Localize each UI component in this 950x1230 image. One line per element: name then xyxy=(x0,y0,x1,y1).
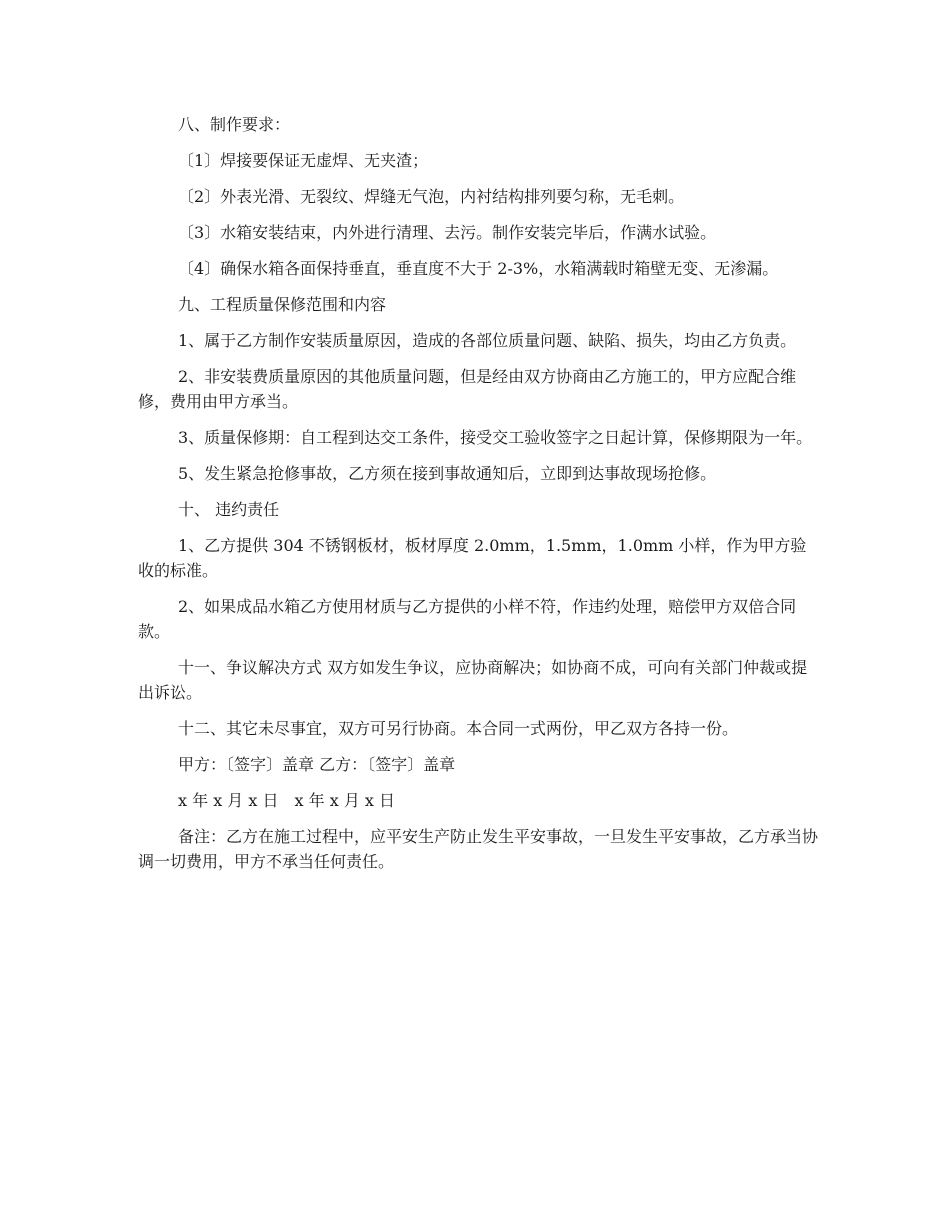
warranty-item-1: 1、属于乙方制作安装质量原因，造成的各部位质量问题、缺陷、损失，均由乙方负责。 xyxy=(178,331,797,350)
warranty-item-2: 2、非安装费质量原因的其他质量问题，但是经由双方协商由乙方施工的，甲方应配合维修，费用由甲方承当。 xyxy=(138,367,797,411)
section-heading-production-requirements: 八、制作要求： xyxy=(178,115,291,134)
date-line xyxy=(138,788,818,813)
document-body xyxy=(138,112,818,885)
requirement-item-2: 〔2〕外表光滑、无裂纹、焊缝无气泡，内衬结构排列要匀称，无毛刺。 xyxy=(178,187,685,206)
party-b-date: x 年 x 月 x 日 xyxy=(294,791,396,810)
other-matters: 十二、其它未尽事宜，双方可另行协商。本合同一式两份，甲乙双方各持一份。 xyxy=(178,719,739,738)
section-heading-warranty: 九、工程质量保修范围和内容 xyxy=(178,295,387,314)
breach-item-2: 2、如果成品水箱乙方使用材质与乙方提供的小样不符，作违约处理，赔偿甲方双倍合同款。 xyxy=(138,597,797,641)
warranty-item-3: 3、质量保修期：自工程到达交工条件，接受交工验收签字之日起计算，保修期限为一年。 xyxy=(178,428,813,447)
requirement-item-4: 〔4〕确保水箱各面保持垂直，垂直度不大于 2-3%，水箱满载时箱壁无变、无渗漏。 xyxy=(178,259,779,278)
breach-item-1: 1、乙方提供 304 不锈钢板材，板材厚度 2.0mm，1.5mm，1.0mm 小样，作为甲方验收的标准。 xyxy=(138,536,807,580)
requirement-item-3: 〔3〕水箱安装结束，内外进行清理、去污。制作安装完毕后，作满水试验。 xyxy=(178,223,717,242)
party-a-date: x 年 x 月 x 日 xyxy=(178,791,279,810)
remark: 备注：乙方在施工过程中，应平安生产防止发生平安事故，一旦发生平安事故，乙方承当协调一切费用，甲方不承当任何责任。 xyxy=(138,827,819,871)
warranty-item-5: 5、发生紧急抢修事故，乙方须在接到事故通知后，立即到达事故现场抢修。 xyxy=(178,464,717,483)
requirement-item-1: 〔1〕焊接要保证无虚焊、无夹渣； xyxy=(178,151,429,170)
signature-line: 甲方：〔签字〕盖章 乙方：〔签字〕盖章 xyxy=(178,755,456,774)
section-heading-breach: 十、 违约责任 xyxy=(178,500,280,519)
dispute-resolution: 十一、争议解决方式 双方如发生争议，应协商解决；如协商不成，可向有关部门仲裁或提出诉讼。 xyxy=(138,658,808,702)
